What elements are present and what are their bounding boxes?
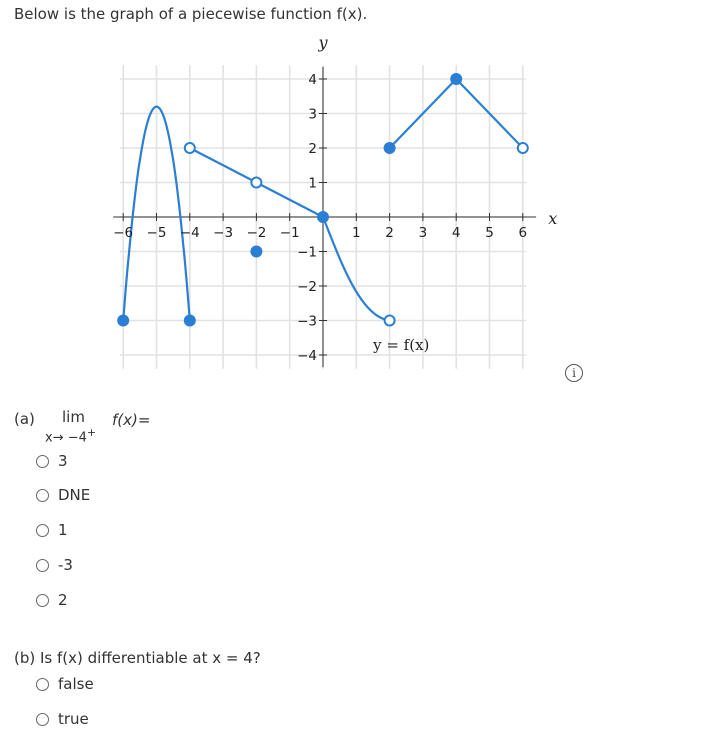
x-tick-label: 3 (418, 225, 428, 241)
open-point (518, 143, 528, 153)
limit-expression-text: f(x)= (112, 411, 151, 429)
option-label: -3 (58, 556, 73, 574)
limit-approach-sup: + (86, 426, 97, 439)
question-intro: Below is the graph of a piecewise function f(x). (14, 5, 368, 23)
option-label: 1 (58, 521, 68, 539)
x-tick-label: −4 (179, 225, 200, 241)
option-label: false (58, 675, 94, 693)
option-b-0[interactable] (36, 675, 94, 693)
part-b-question: (b) Is f(x) differentiable at x = 4? (14, 649, 261, 667)
limit-approach-text: x→ −4 (45, 430, 87, 446)
y-axis-label: y (318, 32, 328, 52)
radio-button[interactable] (36, 594, 49, 607)
closed-point (184, 315, 195, 326)
closed-point (118, 315, 129, 326)
option-a-2[interactable] (36, 521, 68, 539)
y-tick-label: 1 (308, 175, 317, 192)
option-label: 2 (58, 591, 68, 609)
limit-approach (45, 426, 96, 445)
y-tick-label: −3 (297, 313, 317, 330)
radio-button[interactable] (36, 713, 49, 726)
y-tick-label: −2 (297, 279, 317, 295)
open-point (185, 143, 195, 153)
function-label: y = f(x) (373, 335, 430, 354)
part-a-prefix: (a) (14, 410, 35, 428)
x-axis-label: x (548, 209, 558, 228)
option-a-0[interactable] (36, 452, 68, 470)
closed-point (384, 143, 395, 154)
x-tick-label: 1 (352, 225, 361, 241)
x-tick-label: 6 (518, 225, 528, 241)
option-a-3[interactable] (36, 556, 73, 574)
x-tick-label: −1 (279, 225, 300, 241)
option-label: DNE (58, 486, 91, 504)
x-tick-label: −2 (246, 225, 267, 241)
y-tick-label: 4 (308, 72, 317, 88)
option-a-4[interactable] (36, 591, 68, 609)
radio-button[interactable] (36, 489, 49, 502)
closed-point (251, 246, 262, 257)
option-a-1[interactable] (36, 486, 90, 504)
option-label: true (58, 710, 89, 728)
radio-button[interactable] (36, 524, 49, 537)
radio-button[interactable] (36, 678, 49, 691)
limit-word: lim (62, 408, 85, 426)
limit-expression (112, 411, 150, 429)
y-tick-label: 2 (308, 141, 317, 157)
radio-button[interactable] (36, 559, 49, 572)
option-b-1[interactable] (36, 710, 89, 728)
x-tick-label: 2 (385, 225, 394, 241)
y-tick-label: −1 (297, 244, 317, 261)
axis-labels (113, 33, 557, 364)
piecewise-graph (0, 30, 707, 375)
y-tick-label: 3 (308, 106, 317, 123)
x-tick-label: −5 (146, 225, 167, 241)
closed-point (318, 212, 329, 223)
x-tick-label: 5 (485, 225, 494, 241)
closed-point (451, 74, 462, 85)
open-point (385, 316, 395, 326)
info-icon[interactable]: i (565, 364, 583, 382)
x-tick-label: −3 (213, 225, 234, 241)
x-tick-label: −6 (113, 225, 134, 241)
y-tick-label: −4 (297, 348, 317, 364)
open-point (251, 178, 261, 188)
x-tick-label: 4 (451, 225, 461, 241)
option-label: 3 (58, 452, 68, 470)
radio-button[interactable] (36, 455, 49, 468)
